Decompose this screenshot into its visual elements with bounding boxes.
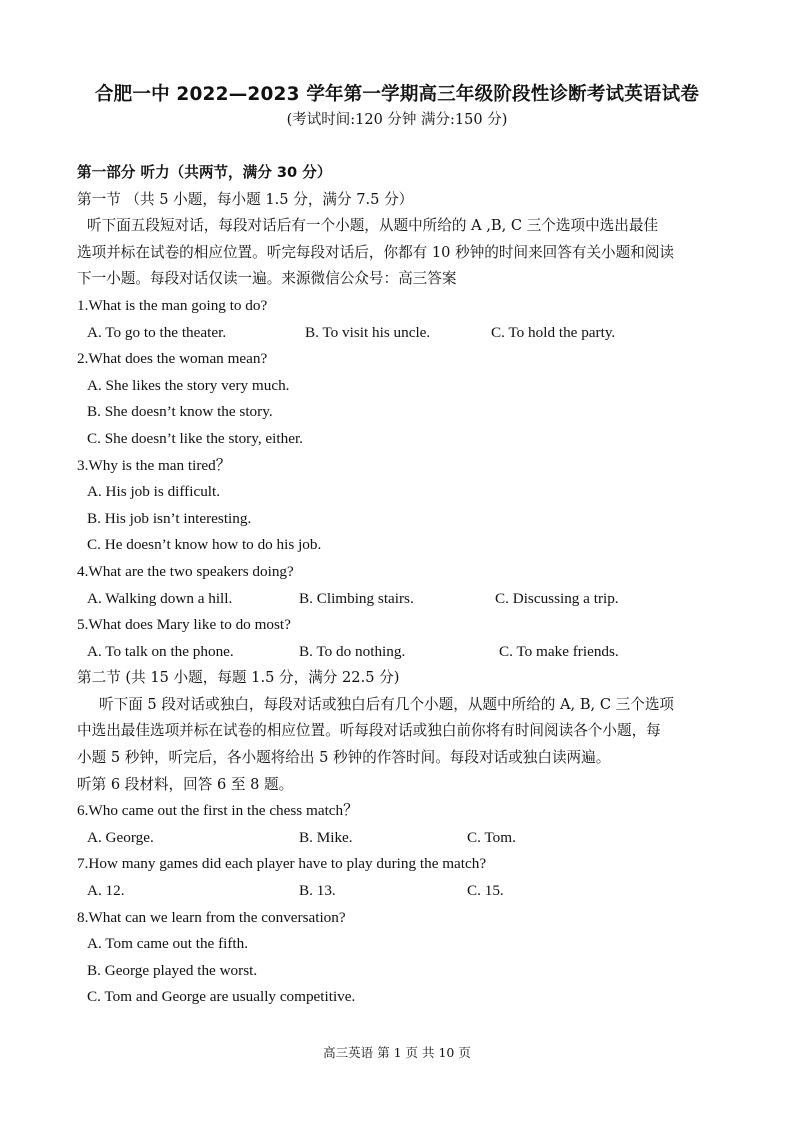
question-4-option-b: B. Climbing stairs.	[299, 589, 414, 607]
question-2-option-b: B. She doesn’t know the story.	[87, 403, 273, 421]
question-1-options	[77, 320, 727, 347]
question-6-options	[77, 825, 727, 852]
question-6-stem: 6.Who came out the first in the chess match？	[77, 802, 359, 820]
question-8-stem: 8.What can we learn from the conversation?	[77, 908, 346, 926]
question-8-option-a: A. Tom came out the fifth.	[87, 935, 249, 953]
question-7-option-b: B. 13.	[299, 882, 336, 900]
question-4-options	[77, 586, 727, 613]
question-2-option-a: A. She likes the story very much.	[87, 376, 290, 394]
section1-instruction-line: 选项并标在试卷的相应位置。听完每段对话后，你都有 10 秒钟的时间来回答有关小题和阅读	[77, 243, 675, 261]
question-6-option-a: A. George.	[87, 828, 154, 846]
question-7-option-c: C. 15.	[467, 882, 504, 900]
question-5-option-c: C. To make friends.	[499, 642, 619, 660]
question-2-option-c: C. She doesn’t like the story, either.	[87, 429, 303, 447]
question-7-options	[77, 878, 727, 905]
section2-instruction-line: 小题 5 秒钟，听完后，各小题将给出 5 秒钟的作答时间。每段对话或独白读两遍。	[77, 749, 611, 767]
question-7-option-a: A. 12.	[87, 882, 125, 900]
question-5-option-b: B. To do nothing.	[299, 642, 406, 660]
question-2-stem: 2.What does the woman mean?	[77, 350, 268, 368]
exam-content	[77, 160, 727, 1011]
question-1-option-a: A. To go to the theater.	[87, 323, 227, 341]
section1-heading: 第一节 （共 5 小题，每小题 1.5 分，满分 7.5 分）	[77, 190, 414, 208]
question-4-option-c: C. Discussing a trip.	[495, 589, 619, 607]
question-8-option-b: B. George played the worst.	[87, 961, 258, 979]
section2-instruction-line: 中选出最佳选项并标在试卷的相应位置。听每段对话或独白前你将有时间阅读各个小题，每	[77, 722, 661, 740]
question-5-options	[77, 639, 727, 666]
question-5-stem: 5.What does Mary like to do most?	[77, 616, 291, 634]
material-note: 听第 6 段材料，回答 6 至 8 题。	[77, 775, 294, 793]
question-6-option-c: C. Tom.	[467, 828, 516, 846]
question-3-option-c: C. He doesn’t know how to do his job.	[87, 536, 322, 554]
question-3-option-b: B. His job isn’t interesting.	[87, 509, 252, 527]
question-4-option-a: A. Walking down a hill.	[87, 589, 233, 607]
page-footer: 高三英语 第 1 页 共 10 页	[323, 1045, 471, 1060]
exam-title: 合肥一中 2022—2023 学年第一学期高三年级阶段性诊断考试英语试卷	[94, 84, 700, 105]
question-8-option-c: C. Tom and George are usually competitive.	[87, 988, 356, 1006]
exam-subtitle: (考试时间:120 分钟 满分:150 分)	[286, 112, 508, 128]
section1-instruction-line: 听下面五段短对话，每段对话后有一个小题，从题中所给的 A ,B, C 三个选项中选出最佳	[87, 217, 659, 235]
question-7-stem: 7.How many games did each player have to play during the match?	[77, 855, 487, 873]
question-1-stem: 1.What is the man going to do?	[77, 296, 268, 314]
part1-heading: 第一部分 听力（共两节，满分 30 分）	[77, 164, 332, 181]
section2-instruction-line: 听下面 5 段对话或独白，每段对话或独白后有几个小题，从题中所给的 A, B, C 三个选项	[99, 695, 675, 713]
question-3-stem: 3.Why is the man tired？	[77, 456, 231, 474]
section1-instruction-line: 下一小题。每段对话仅读一遍。来源微信公众号：高三答案	[77, 270, 457, 288]
question-4-stem: 4.What are the two speakers doing?	[77, 562, 294, 580]
question-1-option-b: B. To visit his uncle.	[305, 323, 431, 341]
question-5-option-a: A. To talk on the phone.	[87, 642, 234, 660]
question-1-option-c: C. To hold the party.	[491, 323, 616, 341]
question-3-option-a: A. His job is difficult.	[87, 483, 221, 501]
section2-heading: 第二节 (共 15 小题，每题 1.5 分，满分 22.5 分)	[77, 669, 400, 687]
question-6-option-b: B. Mike.	[299, 828, 353, 846]
